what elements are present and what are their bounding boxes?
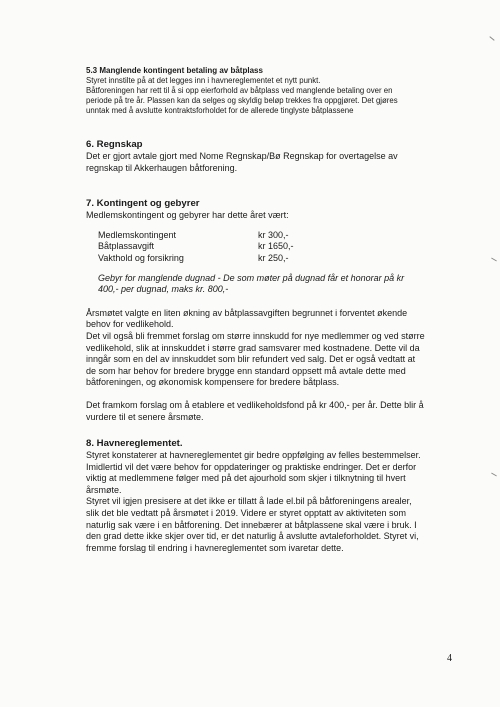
fee-label: Båtplassavgift (98, 241, 155, 252)
text-line: 400,- per dugnad, maks kr. 800,- (98, 284, 229, 295)
fee-value: kr 300,- (258, 229, 289, 240)
text-line: årsmøte. (86, 484, 122, 495)
text-line: Det framkom forslag om å etablere et vedlikeholdsfond på kr 400,- per år. Dette blir å (86, 399, 424, 410)
text-line: fremme forslag til endring i havnereglementet som ivaretar dette. (86, 542, 344, 553)
text-line: Det er gjort avtale gjort med Nome Regnskap/Bø Regnskap for overtagelse av (86, 151, 398, 161)
section-heading: 6. Regnskap (86, 139, 143, 150)
text-line: behov for vedlikehold. (86, 319, 174, 330)
fee-value: kr 1650,- (258, 241, 294, 252)
text-line: de som har behov for bredere brygge enn standard oppsett må avtale dette med (86, 365, 406, 376)
fee-row (98, 230, 294, 242)
section-8 (86, 438, 458, 554)
text-line: Styret konstaterer at havnereglementet gir bedre oppfølging av felles bestemmelser. (86, 450, 421, 461)
fee-label: Medlemskontingent (98, 229, 177, 240)
scan-mark (489, 36, 494, 41)
section-6 (86, 139, 458, 174)
text-line: vurdere til et senere årsmøte. (86, 411, 204, 422)
text-line: periode på tre år. Plassen kan da selges og skyldig beløp trekkes fra oppgjøret. Det gjøres (86, 96, 398, 105)
text-line: inngår som en del av innskuddet som blir refundert ved salg. Det er også vedtatt at (86, 354, 416, 365)
text-line: båtforeningen, og økonomisk kompensere for bredere båtplass. (86, 377, 340, 388)
text-line: unntak med å avslutte kontraktsforholdet for de allerede tinglyste båtplassene (86, 106, 354, 115)
fees-table (98, 230, 294, 265)
text-line: Det vil også bli fremmet forslag om større innskudd for nye medlemmer og ved større (86, 330, 425, 341)
text-line: Årsmøtet valgte en liten økning av båtplassavgiften begrunnet i forventet økende (86, 307, 408, 318)
fee-row (98, 253, 294, 265)
section-5-3 (86, 66, 458, 116)
section-heading: 7. Kontingent og gebyrer (86, 198, 200, 210)
text-line: Styret innstilte på at det legges inn i havnereglementet et nytt punkt. (86, 76, 321, 85)
text-line: vedlikehold, slik at innskuddet i større grad samsvarer med kostnadene. Dette vil da (86, 342, 420, 353)
scan-mark (491, 258, 497, 262)
dugnad-note (98, 273, 458, 296)
fee-label: Vakthold og forsikring (98, 252, 184, 263)
text-line: Styret vil igjen presisere at det ikke er tillatt å lade el.bil på båtforeningens arealer, (86, 496, 412, 507)
text-line: regnskap til Akkerhaugen båtforening. (86, 162, 238, 173)
document-body (86, 66, 458, 554)
section-heading: 8. Havnereglementet. (86, 438, 183, 450)
paragraph (86, 308, 458, 389)
fee-value: kr 250,- (258, 252, 289, 263)
page-number: 4 (447, 653, 452, 664)
section-heading: 5.3 Manglende kontingent betaling av båtplass (86, 66, 263, 75)
text-line: Båtforeningen har rett til å si opp eierforhold av båtplass ved manglende betaling over en (86, 86, 393, 95)
text-line: slik det ble vedtatt på årsmøtet i 2019. Videre er styret opptatt av aktiviteten som (86, 508, 406, 519)
text-line: Gebyr for manglende dugnad - De som møter på dugnad får et honorar på kr (98, 272, 405, 283)
paragraph (86, 400, 458, 423)
text-line: naturlig sak være i en båtforening. Det innebærer at båtplassene skal være i bruk. I (86, 519, 417, 530)
section-7 (86, 198, 458, 423)
fee-row (98, 241, 294, 253)
text-line: den grad dette ikke skjer over tid, er det naturlig å avslutte avtaleforholdet. Styret vi, (86, 531, 419, 542)
fees-intro: Medlemskontingent og gebyrer har dette året vært: (86, 210, 289, 221)
scan-mark (491, 473, 497, 477)
text-line: Imidlertid vil det være behov for oppdateringer og praktiske endringer. Det er derfor (86, 461, 417, 472)
text-line: viktig at medlemmene følger med på det ajourhold som skjer i tilknytning til hvert (86, 473, 406, 484)
